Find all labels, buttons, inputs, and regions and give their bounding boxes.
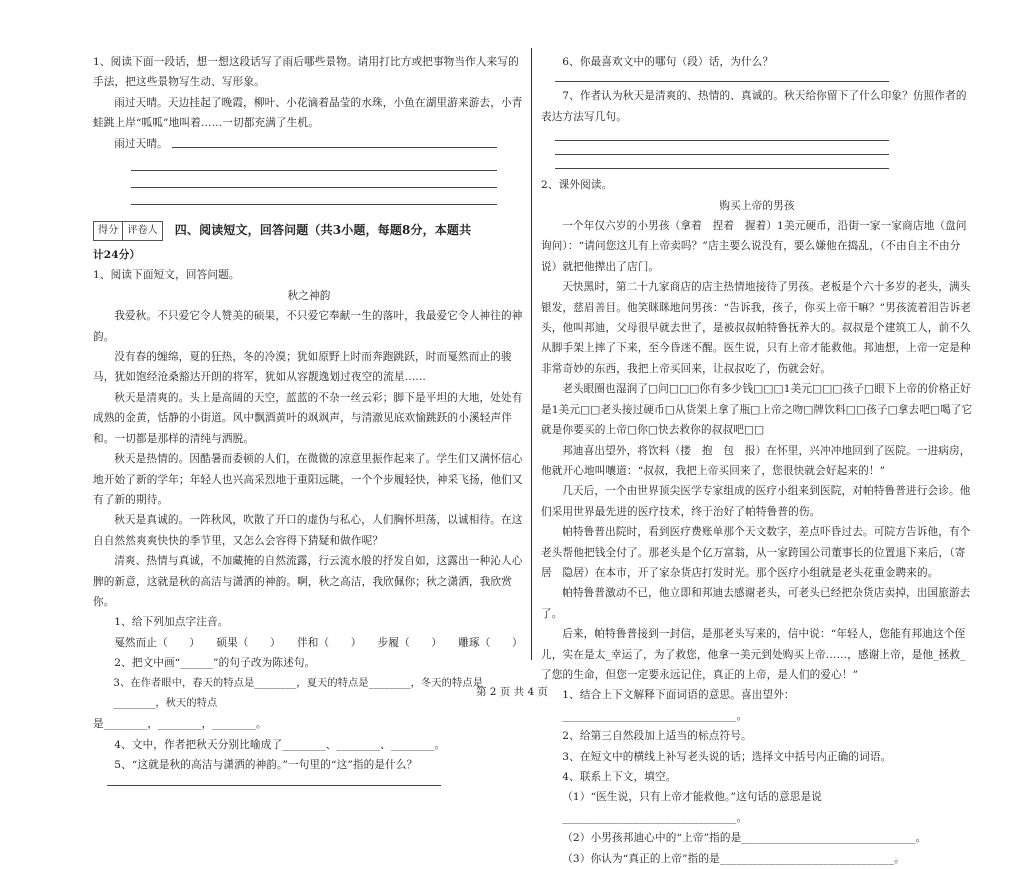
answer-line[interactable] xyxy=(555,72,889,82)
sub-question-1: 1、结合上下文解释下面词语的意思。喜出望外：________________________________。 xyxy=(562,689,795,722)
story-paragraph: 一个年仅六岁的小男孩（拿着 捏着 握着）1美元硬币，沿街一家一家商店地（盘问 询问）：“请问您这儿有上帝卖吗？”店主要么说没有，要么嫌他在捣乱，（不由自主不由分说）就把他撵出了店门。 xyxy=(541,220,978,273)
essay-paragraph: 我爱秋。不只爱它令人赞美的硕果，不只爱它奉献一生的落叶，我最爱它令人神往的神韵。 xyxy=(93,310,523,343)
left-column xyxy=(93,52,525,786)
essay-paragraph: 秋天是真诚的。一阵秋风，吹散了开口的虚伪与私心，人们胸怀坦荡，以诚相待。在这自自然然爽爽快快的季节里，又怎么会容得下猜疑和做作呢？ xyxy=(93,514,523,547)
story-paragraph: 后来，帕特鲁普接到一封信，是那老头写来的，信中说：“年轻人，您能有邦迪这个侄儿，实在是太_幸运了，为了救您，他拿一美元到处购买上帝……，感谢上帝，是他_拯救_了您的生命，但您一定要永远记住，真正的上帝，是人们的爱心！” xyxy=(541,628,966,681)
right-column xyxy=(541,52,978,869)
question-7: 7、作者认为秋天是清爽的、热情的、真诚的。秋天给你留下了什么印象？仿照作者的表达方法写几句。 xyxy=(541,90,967,123)
sub-question-2: 2、给第三自然段加上适当的标点符号。 xyxy=(562,730,752,743)
essay-paragraph: 秋天是清爽的。头上是高阔的天空，蓝蓝的不杂一丝云彩；脚下是平坦的大地，处处有成熟的金黄，恬静的小街道。风中飘酒黄叶的飒飒声，与清澈见底欢愉跳跃的小溪轻声伴和。一切都是那样的清纯与洒脱。 xyxy=(93,391,523,445)
section-title-cont: 计24分） xyxy=(93,249,141,262)
column-divider xyxy=(531,48,532,660)
story-paragraph: 帕特鲁普出院时，看到医疗费账单那个天文数字，差点吓昏过去。可院方告诉他，有个老头帮他把钱全付了。那老头是个亿万富翁，从一家跨国公司董事长的位置退下来后，（寄居 隐居）在本市，开了家杂货店打发时光。那个医疗小组就是老头花重金聘来的。 xyxy=(541,526,971,579)
story-paragraph: 几天后，一个由世界顶尖医学专家组成的医疗小组来到医院，对帕特鲁普进行会诊。他们采用世界最先进的医疗技术，终于治好了帕特鲁普的伤。 xyxy=(541,485,971,518)
sub-question-4-3: （3）你认为“真正的上帝”指的是________________________________。 xyxy=(562,852,905,865)
score-box xyxy=(93,221,163,241)
question-3a: 3、在作者眼中，春天的特点是________，夏天的特点是________，冬天的特点是________，秋天的特点 xyxy=(113,677,484,709)
q1-prompt xyxy=(93,134,525,154)
section-title: 四、阅读短文，回答问题（共3小题，每题8分，本题共 xyxy=(174,222,472,237)
story-paragraph: 帕特鲁普激动不已，他立即和邦迪去感谢老头，可老头已经把杂货店卖掉，出国旅游去了。 xyxy=(541,587,971,620)
read1-intro: 1、阅读下面短文，回答问题。 xyxy=(93,269,240,282)
answer-line[interactable] xyxy=(555,141,889,155)
sub-question-4: 4、联系上下文，填空。 xyxy=(562,771,677,783)
question-pinyin: 1、给下列加点字注音。 xyxy=(114,616,229,629)
page-footer: 第 2 页 共 4 页 xyxy=(475,686,549,698)
sub-question-4-1: （1）“医生说，只有上帝才能救他。”这句话的意思是说________________________________。 xyxy=(562,791,823,824)
answer-line[interactable] xyxy=(131,171,497,188)
question-3b: 是________，________，________。 xyxy=(93,718,267,731)
answer-line[interactable] xyxy=(131,188,497,205)
q1-intro: 1、阅读下面一段话，想一想这段话写了雨后哪些景物。请用打比方或把事物当作人来写的手法，把这些景物写生动、写形象。 xyxy=(93,56,519,89)
sub-question-3: 3、在短文中的横线上补写老头说的话；选择文中括号内正确的词语。 xyxy=(562,750,892,763)
q1-example: 雨过天晴。天边挂起了晚霞，柳叶、小花滴着晶莹的水珠，小鱼在湖里游来游去，小青蛙跳上岸“呱呱”地叫着……一切都充满了生机。 xyxy=(93,96,523,130)
story-paragraph: 天快黑时，第二十九家商店的店主热情地接待了男孩。老板是个六十多岁的老头，满头银发，慈眉善目。他笑眯眯地问男孩：“告诉我，孩子，你买上帝干嘛？”男孩流着泪告诉老头，他叫邦迪，父母很早就去世了，是被叔叔帕特鲁抚养大的。叔叔是个建筑工人，前不久从脚手架上摔了下来，至今昏迷不醒。医生说，只有上帝才能救他。邦迪想，上帝一定是种非常奇妙的东西，我把上帝买回来，让叔叔吃了，伤就会好。 xyxy=(541,281,972,375)
essay-paragraph: 没有春的缠绵，夏的狂热，冬的冷漠；犹如原野上时而奔跑跳跃，时而戛然而止的骏马，犹如饱经沧桑豁达开朗的将军，犹如从容靓逸划过夜空的流星…… xyxy=(93,351,512,384)
question-5: 5、“这就是秋的高洁与潇洒的神韵。”一句里的“这”指的是什么？ xyxy=(114,759,418,772)
question-6: 6、你最喜欢文中的哪句（段）话，为什么？ xyxy=(562,56,774,68)
story-paragraph: 老头眼圈也湿润了□问□□□你有多少钱□□□1美元□□□孩子□眼下上帝的价格正好是1美元□□老头接过硬币□从货架上拿了瓶□上帝之吻□牌饮料□□孩子□拿去吧□喝了它就是你要买的上帝□你□快去救你的叔叔吧□□ xyxy=(541,383,973,437)
question-4: 4、文中，作者把秋天分别比喻成了________、________、________。 xyxy=(114,738,446,751)
pinyin-items: 戛然而止（ ） 硕果（ ） 伴和（ ） 步履（ ） 雕琢（ ） xyxy=(114,636,523,649)
question-2: 2、把文中画“______”的句子改为陈述句。 xyxy=(114,657,316,670)
answer-line[interactable] xyxy=(555,155,889,169)
answer-line[interactable] xyxy=(555,127,889,141)
reviewer-label: 评卷人 xyxy=(122,222,161,240)
q1-prompt-label: 雨过天晴。 xyxy=(114,137,168,150)
score-label: 得分 xyxy=(98,225,119,237)
story-paragraph: 邦迪喜出望外，将饮料（搂 抱 包 报）在怀里，兴冲冲地回到了医院。一进病房，他就开心地叫嚷道：“叔叔，我把上帝买回来了，您很快就会好起来的！” xyxy=(541,444,971,477)
section-header xyxy=(93,219,525,241)
essay-paragraph: 清爽、热情与真诚，不加藏掩的自然流露，行云流水般的抒发自如，这露出一种沁人心脾的新意，这就是秋的高洁与潇洒的神韵。啊，秋之高洁，我欣佩你；秋之潇洒，我欣赏你。 xyxy=(93,555,523,608)
answer-line[interactable] xyxy=(172,134,497,148)
answer-line[interactable] xyxy=(131,154,497,171)
sub-question-4-2: （2）小男孩邦迪心中的“上帝”指的是________________________________。 xyxy=(562,832,927,845)
read2-intro: 2、课外阅读。 xyxy=(541,179,613,192)
answer-line[interactable] xyxy=(107,776,441,786)
essay-title: 秋之神韵 xyxy=(287,289,331,302)
essay-paragraph: 秋天是热情的。因酷暑而委顿的人们，在微微的凉意里振作起来了。学生们又满怀信心地开始了新的学年；年轻人也兴高采烈地于重阳远眺，一个个步履轻快，神采飞扬，他们又有了新的期待。 xyxy=(93,453,523,506)
story-title: 购买上帝的男孩 xyxy=(719,199,795,212)
